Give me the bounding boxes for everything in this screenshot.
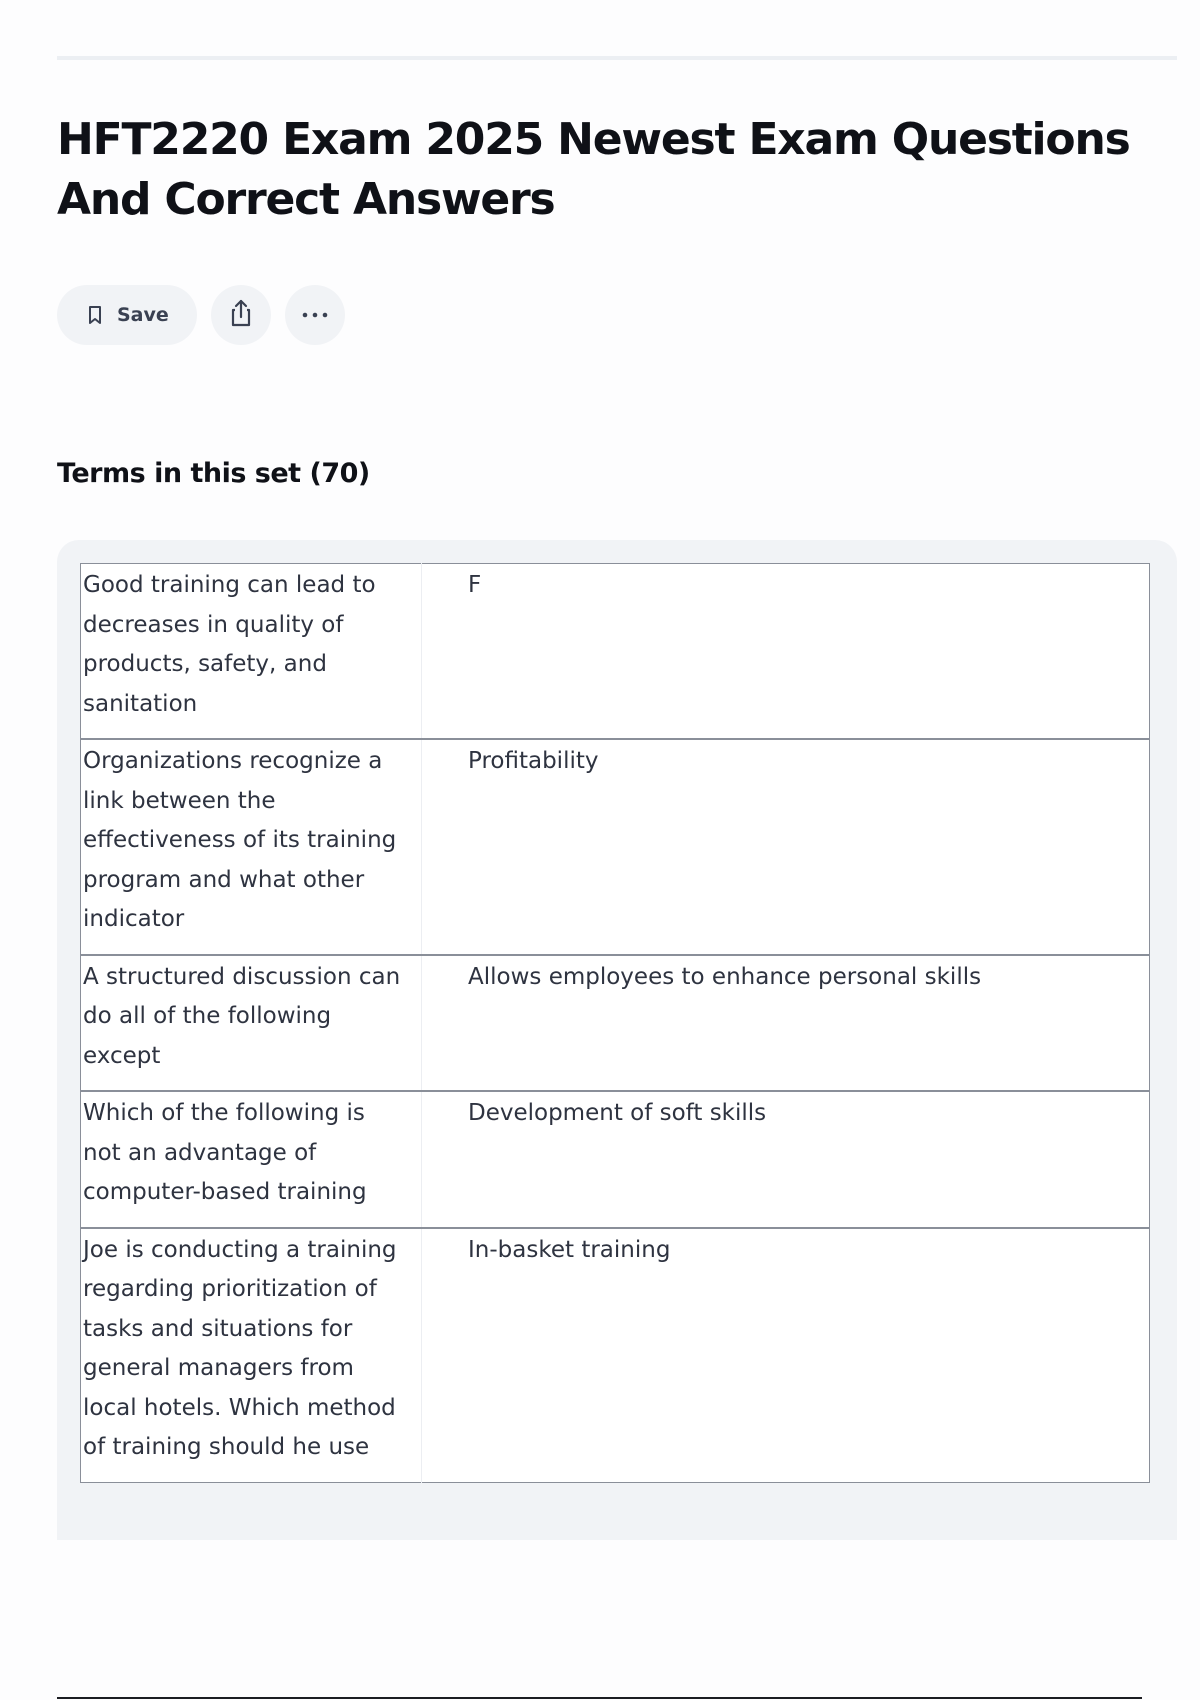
definition-cell: F bbox=[468, 572, 482, 598]
more-options-button[interactable] bbox=[285, 285, 345, 345]
table-row bbox=[81, 1091, 1150, 1228]
term-cell: Good training can lead to decreases in quality of products, safety, and sanitation bbox=[81, 564, 422, 740]
terms-table bbox=[80, 563, 1150, 1483]
save-button[interactable] bbox=[57, 285, 197, 345]
table-row bbox=[81, 739, 1150, 955]
more-options-icon bbox=[300, 306, 330, 324]
term-cell: Organizations recognize a link between the effectiveness of its training program and what other indicator bbox=[81, 739, 422, 955]
page-title: HFT2220 Exam 2025 Newest Exam Questions And Correct Answers bbox=[57, 114, 1130, 225]
share-icon bbox=[226, 297, 256, 334]
share-button[interactable] bbox=[211, 285, 271, 345]
table-row bbox=[81, 1228, 1150, 1483]
action-bar bbox=[57, 285, 359, 345]
bookmark-icon bbox=[85, 304, 105, 326]
top-divider bbox=[57, 56, 1177, 60]
terms-heading: Terms in this set (70) bbox=[57, 458, 370, 489]
term-cell: Joe is conducting a training regarding prioritization of tasks and situations for general managers from local hotels. Which method of training should he use bbox=[81, 1228, 422, 1483]
term-cell: Which of the following is not an advantage of computer-based training bbox=[81, 1091, 422, 1228]
definition-cell: In-basket training bbox=[422, 1228, 1150, 1483]
term-cell: A structured discussion can do all of the following except bbox=[81, 955, 422, 1092]
bottom-divider bbox=[57, 1697, 1142, 1699]
terms-panel bbox=[57, 540, 1177, 1540]
definition-cell: Development of soft skills bbox=[422, 1091, 1150, 1228]
table-row bbox=[81, 564, 1150, 740]
definition-cell: Allows employees to enhance personal skills bbox=[422, 955, 1150, 1092]
table-row bbox=[81, 955, 1150, 1092]
definition-cell: Profitability bbox=[422, 739, 1150, 955]
save-label: Save bbox=[117, 304, 169, 326]
